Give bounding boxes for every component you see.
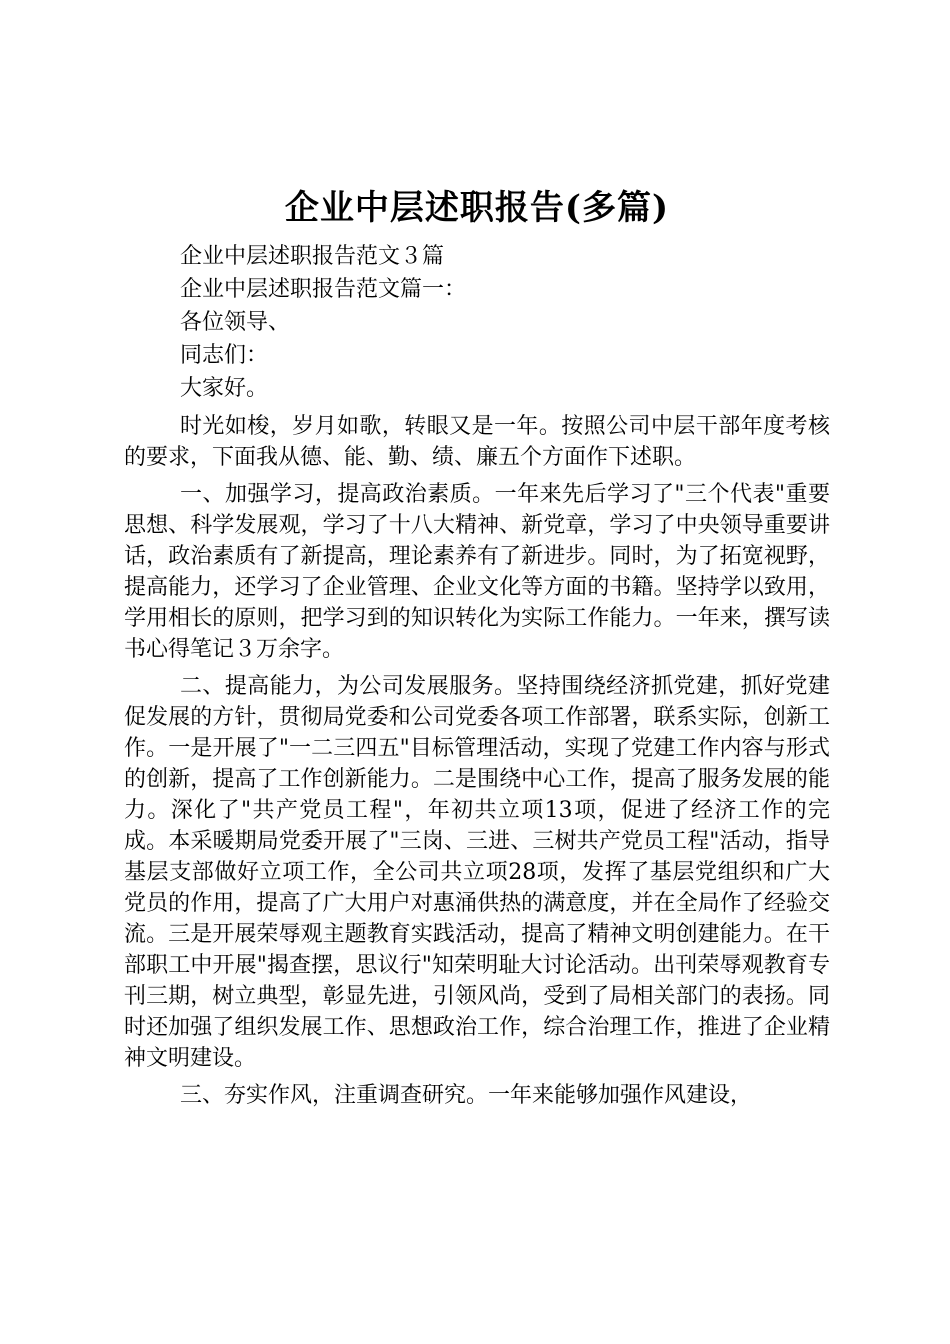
paragraph-style: 三、夯实作风，注重调查研究。一年来能够加强作风建设， — [180, 1083, 753, 1108]
salutation-leaders: 各位领导、 — [180, 310, 291, 335]
greeting-line: 大家好。 — [180, 376, 269, 401]
paragraph-ability: 二、提高能力，为公司发展服务。坚持围绕经济抓党建，抓好党建促发展的方针，贯彻局党委和公司党委各项工作部署，联系实际，创新工作。一是开展了"一二三四五"目标管理活动，实现了党建工作内容与形式的创新，提高了工作创新能力。二是围绕中心工作，提高了服务发展的能力。深化了"共产党员工程"，年初共立项13项，促进了经济工作的完成。本采暖期局党委开展了"三岗、三进、三树共产党员工程"活动，指导基层支部做好立项工作，全公司共立项28项，发挥了基层党组织和广大党员的作用，提高了广大用户对惠涌供热的满意度，并在全局作了经验交流。三是开展荣辱观主题教育实践活动，提高了精神文明创建能力。在干部职工中开展"揭查摆，思议行"知荣明耻大讨论活动。出刊荣辱观教育专刊三期，树立典型，彰显先进，引领风尚，受到了局相关部门的表扬。同时还加强了组织发展工作、思想政治工作，综合治理工作，推进了企业精神文明建设。 — [124, 674, 830, 1071]
document-page — [124, 182, 830, 1111]
salutation-comrades: 同志们： — [180, 343, 269, 368]
paragraph-intro: 时光如梭，岁月如歌，转眼又是一年。按照公司中层干部年度考核的要求，下面我从德、能、勤、绩、廉五个方面作下述职。 — [124, 414, 830, 470]
subtitle-line: 企业中层述职报告范文３篇 — [180, 244, 445, 269]
paragraph-study: 一、加强学习，提高政治素质。一年来先后学习了"三个代表"重要思想、科学发展观，学习了十八大精神、新党章，学习了中央领导重要讲话，政治素质有了新提高，理论素养有了新进步。同时，为了拓宽视野，提高能力，还学习了企业管理、企业文化等方面的书籍。坚持学以致用，学用相长的原则，把学习到的知识转化为实际工作能力。一年来，撰写读书心得笔记３万余字。 — [124, 482, 830, 662]
section-heading: 企业中层述职报告范文篇一： — [180, 277, 467, 302]
document-title: 企业中层述职报告(多篇) — [284, 188, 670, 228]
